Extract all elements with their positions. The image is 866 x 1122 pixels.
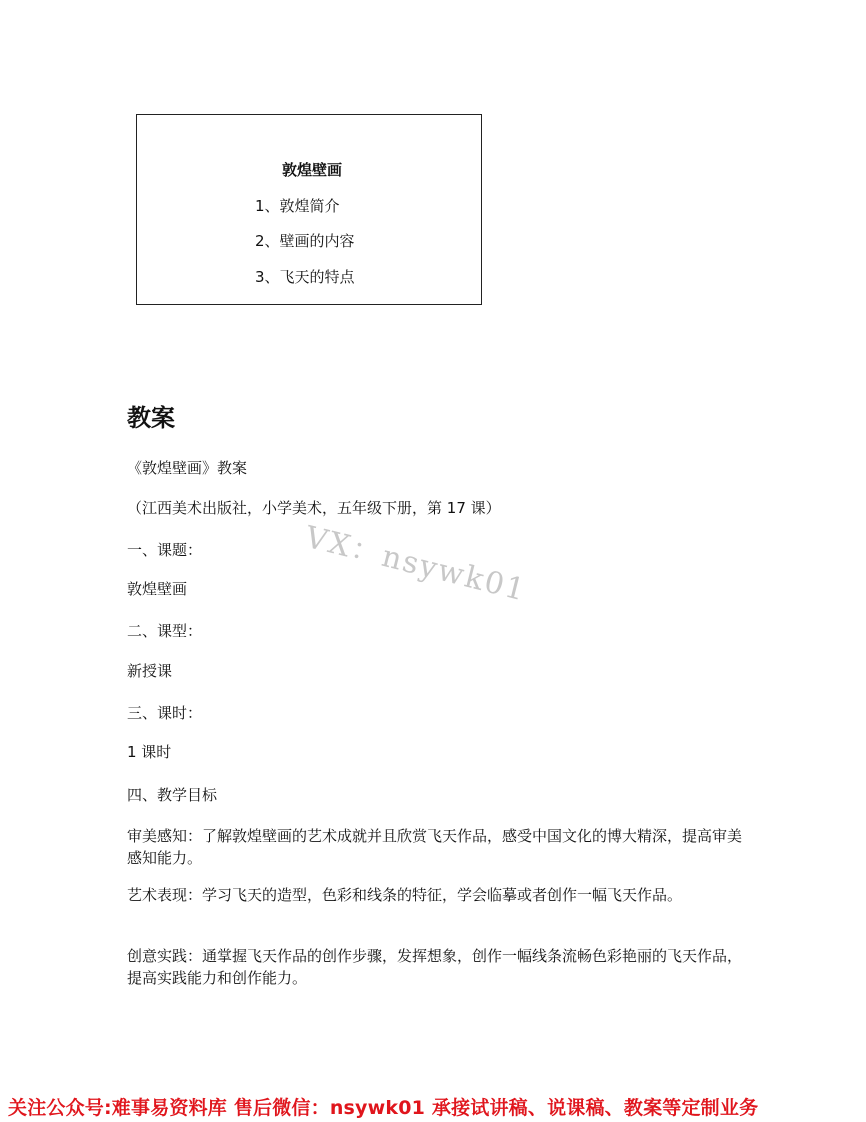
section-heading-topic: 一、课题：	[127, 541, 203, 559]
outline-item: 1、敦煌简介	[255, 197, 340, 215]
type-value: 新授课	[127, 662, 173, 680]
outline-title: 敦煌壁画	[281, 161, 342, 179]
outline-item: 2、壁画的内容	[255, 232, 355, 250]
topic-value: 敦煌壁画	[127, 580, 188, 598]
watermark: VX：nsywk01	[301, 519, 531, 609]
outline-box	[136, 114, 482, 305]
section-heading-type: 二、课型：	[127, 622, 203, 640]
lesson-plan-title: 《敦煌壁画》教案	[127, 459, 248, 477]
goal-practice: 创意实践：通掌握飞天作品的创作步骤，发挥想象，创作一幅线条流畅色彩艳丽的飞天作品，提高实践能力和创作能力。	[127, 947, 743, 987]
goal-aesthetic: 审美感知：了解敦煌壁画的艺术成就并且欣赏飞天作品，感受中国文化的博大精深，提高审美感知能力。	[127, 827, 743, 867]
goal-expression: 艺术表现：学习飞天的造型，色彩和线条的特征，学会临摹或者创作一幅飞天作品。	[127, 886, 683, 904]
footer-banner: 关注公众号:难事易资料库 售后微信：nsywk01 承接试讲稿、说课稿、教案等定制业务	[8, 1097, 759, 1119]
outline-item: 3、飞天的特点	[255, 268, 355, 286]
section-heading-goals: 四、教学目标	[127, 786, 218, 804]
document-heading: 教案	[127, 404, 175, 432]
section-heading-period: 三、课时：	[127, 704, 203, 722]
period-value: 1 课时	[127, 743, 172, 761]
textbook-info: （江西美术出版社，小学美术，五年级下册，第 17 课）	[127, 499, 501, 517]
